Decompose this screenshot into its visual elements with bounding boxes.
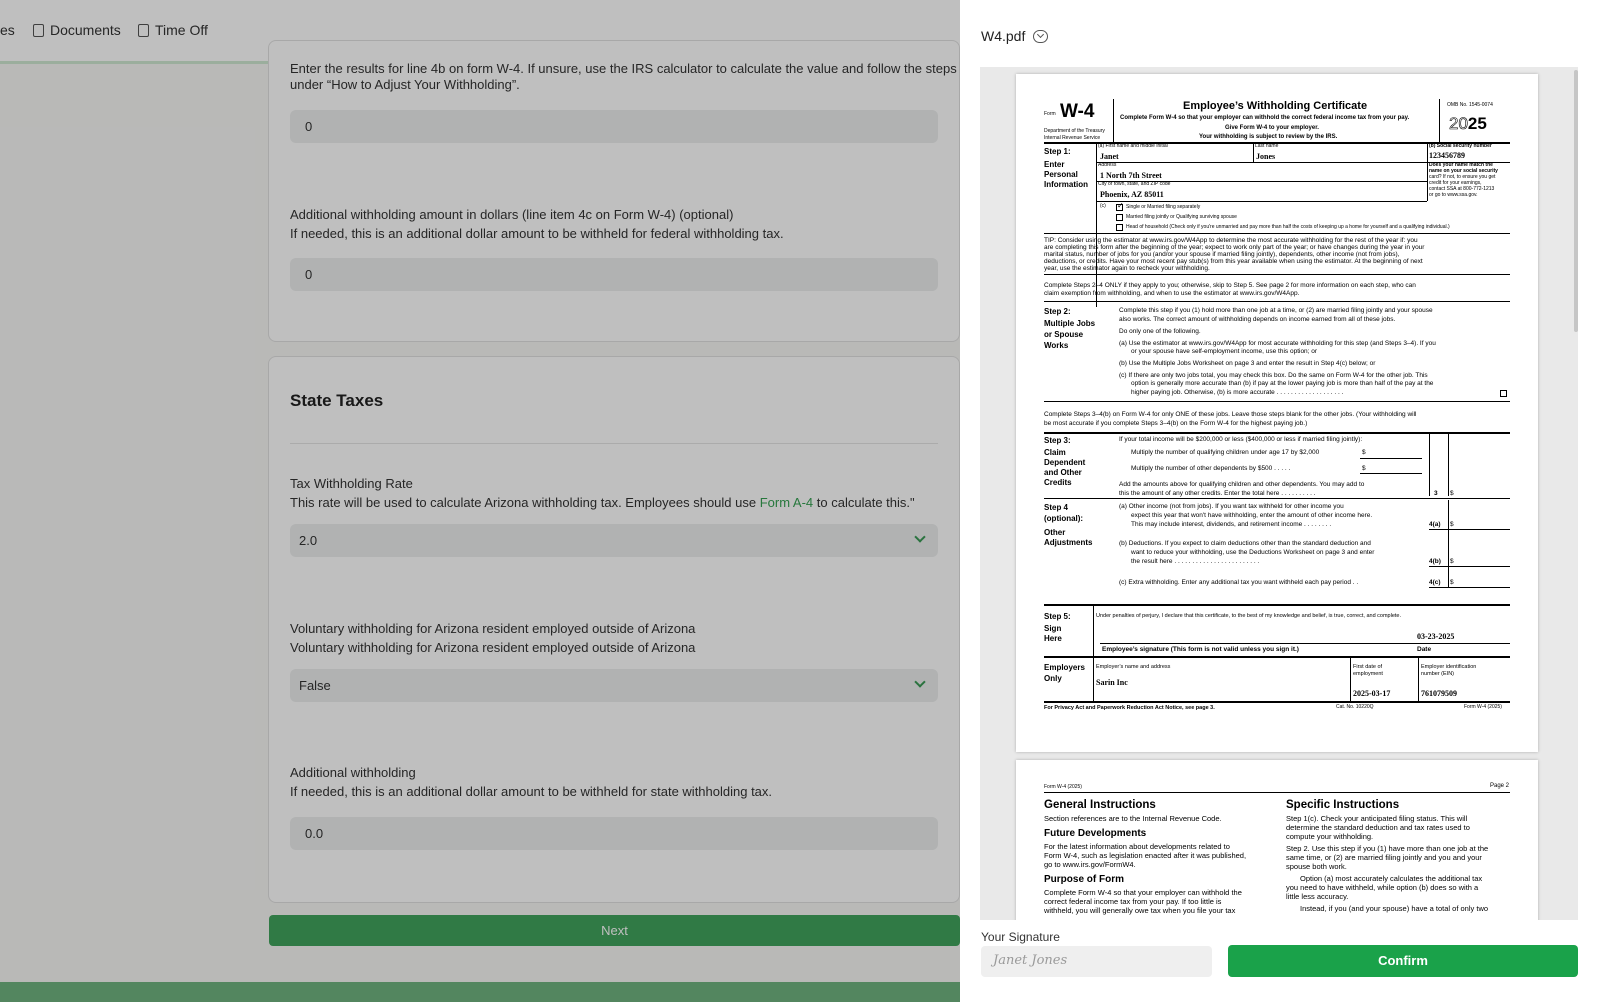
form-a4-link[interactable]: Form A-4	[759, 495, 814, 510]
additional-state-label: Additional withholding	[290, 765, 416, 780]
drawer-header	[981, 28, 1048, 44]
address-value: 1 North 7th Street	[1100, 171, 1162, 180]
pdf-page-1: Form W-4 Department of the Treasury Internal Revenue Service Employee’s Withholding Certificate Complete Form W-4 so that your employer can withhold the correct federal income tax from your pay. Give Form W-4 to your employer. Your withholding is subject to review by the IRS. OMB No. 1545-0074 2025 Step 1: Enter Personal Information (a) First name and middle initial Last name (b) Social security number Janet Jones 123456789 Address 1 North 7th Street City or town, state, and ZIP code Phoenix, AZ 85011 Does your name match the name on your social security card? If not, to ensure you get credit for your earnings, contact SSA at 800-772-1213 or go to www.ssa.gov. (c) ✓ Single or Married filing separately Married filing jointly or Qualifying surviving spouse Head of household (Check only if you're unmarried and pay more than half the costs of keeping up a home for yourself and a qualifying individual.) TIP: Consider using the estimator at www.irs.gov/W4App to determine the most accurate withholding for the rest of the year if: you are completing this form after the beginning of the year; expect to work only part of the year; or have changes during the year in your marital status, number of jobs for you (and/or your spouse if married filing jointly), dependents, other income (not from jobs), deductions, or credits. Have your most recent pay stub(s) from this year available when using the estimator. At the beginning of next year, use the estimator again to recheck your withholding. Complete Steps 2–4 ONLY if they apply to you; otherwise, skip to Step 5. See page 2 for more information on each step, who can claim exemption from withholding, and when to use the estimator at www.irs.gov/W4App. Step 2: Multiple Jobs or Spouse Works Complete this step if you (1) hold more than one job at a time, or (2) are married filing jointly and your spouse also works. The correct amount of withholding depends on income earned from all of these jobs. Do only one of the following. (a) Use the estimator at www.irs.gov/W4App for most accurate withholding for this step (and Steps 3–4). If you or your spouse have self-employment income, use this option; or (b) Use the Multiple Jobs Worksheet on page 3 and enter the result in Step 4(c) below; or (c) If there are only two jobs total, you may check this box. Do the same on Form W-4 for the other job. This option is generally more accurate than (b) if pay at the lower paying job is more than half of the pay at the higher paying job. Otherwise, (b) is more accurate . . . . . . . . . . . . . . . . . . . Complete Steps 3–4(b) on Form W-4 for only ONE of these jobs. Leave those steps blank for the other jobs. (Your withholding will be most accurate if you complete Steps 3–4(b) on the Form W-4 for the highest paying job.) Step 3: Claim Dependent and Other Credits If your total income will be $200,000 or less ($400,000 or less if married filing jointly): Multiply the number of qualifying children under age 17 by $2,000 $ Multiply the number of other dependents by $500 . . . . . $ Add the amounts above for qualifying children and other dependents. You may add to this the amount of any other credits. Enter the total here . . . . . . . . . . 3 $ Step 4 (optional): Other Adjustments (a) Other income (not from jobs). If you want tax withheld for other income you expect this year that won't have withholding, enter the amount of other income here. This may include interest, dividends, and retirement income . . . . . . . . 4(a) $ (b) Deductions. If you expect to claim deductions other than the standard deduction and want to reduce your withholding, use the Deductions Worksheet on page 3 and enter the result here . . . . . . . . . . . . . . . . . . . . . . . . 4(b) $ (c) Extra withholding. Enter any additional tax you want withheld each pay period . . 4(c) $ Step 5: Sign Here Under penalties of perjury, I declare that this certificate, to the best of my knowledge and belief, is true, correct, and complete. 03-23-2025 Employee’s signature (This form is not valid unless you sign it.) Date Employers Only Employer’s name and address Sarin Inc First date of employment 2025-03-17 Employer identification number (EIN) 761079509 For Privacy Act and Paperwork Reduction Act Notice, see page 3. Cat. No. 10220Q Form W-4 (2025)	[1016, 74, 1538, 752]
form-year: 2025	[1449, 114, 1487, 133]
next-button[interactable]: Next	[269, 915, 960, 946]
filing-single-checkbox	[1116, 204, 1123, 211]
additional-state-input[interactable]: 0.0	[290, 817, 938, 850]
rate-label: Tax Withholding Rate	[290, 476, 413, 491]
filing-hoh-checkbox	[1116, 224, 1123, 231]
voluntary-help: Voluntary withholding for Arizona resident employed outside of Arizona	[290, 640, 696, 655]
first-date-value: 2025-03-17	[1353, 689, 1391, 698]
filing-joint-checkbox	[1116, 214, 1123, 221]
pdf-scrollbar[interactable]	[1574, 70, 1578, 332]
additional-federal-help: If needed, this is an additional dollar amount to be withheld for federal withholding tax.	[290, 226, 784, 241]
nav-item-time-off[interactable]: Time Off	[138, 22, 208, 38]
additional-state-help: If needed, this is an additional dollar amount to be withheld for state withholding tax.	[290, 784, 773, 799]
line4b-help-1: Enter the results for line 4b on form W-4. If unsure, use the IRS calculator to calculate the value and follow the steps	[290, 61, 957, 76]
form-name: W-4	[1060, 101, 1095, 122]
nav-item-documents[interactable]: Documents	[33, 22, 121, 38]
pdf-viewer[interactable]	[980, 67, 1578, 920]
last-name-value: Jones	[1256, 152, 1276, 161]
signature-label: Your Signature	[981, 930, 1060, 944]
ssn-value: 123456789	[1429, 151, 1465, 160]
voluntary-label: Voluntary withholding for Arizona resident employed outside of Arizona	[290, 621, 696, 636]
employer-name-value: Sarin Inc	[1096, 678, 1128, 687]
line4b-input[interactable]: 0	[290, 110, 938, 143]
additional-federal-label: Additional withholding amount in dollars (line item 4c on Form W-4) (optional)	[290, 207, 734, 222]
rate-select[interactable]: 2.0	[290, 524, 938, 557]
city-value: Phoenix, AZ 85011	[1100, 190, 1164, 199]
form-title: Employee’s Withholding Certificate	[1183, 100, 1368, 112]
nav-item-partial[interactable]: es	[0, 22, 15, 38]
ein-value: 761079509	[1421, 689, 1457, 698]
pdf-page-2: Form W-4 (2025) Page 2 General Instructions Section references are to the Internal Revenue Code. Future Developments For the latest information about developments related to Form W-4, such as legislation enacted after it was published, go to www.irs.gov/FormW4. Purpose of Form Complete Form W-4 so that your employer can withhold the correct federal income tax from your pay. If too little is withheld, you will generally owe tax when you file your tax Specific Instructions Step 1(c). Check your anticipated filing status. This will determine the standard deduction and tax rates used to compute your withholding. Step 2. Use this step if you (1) have more than one job at the same time, or (2) are married filing jointly and you and your spouse both work. Option (a) most accurately calculates the additional tax you need to have withheld, while option (b) does so with a little less accuracy. Instead, if you (and your spouse) have a total of only two	[1016, 760, 1538, 920]
voluntary-select[interactable]: False	[290, 669, 938, 702]
additional-federal-input[interactable]: 0	[290, 258, 938, 291]
signature-input[interactable]: Janet Jones	[981, 946, 1212, 977]
confirm-button[interactable]: Confirm	[1228, 945, 1578, 977]
sign-date-value: 03-23-2025	[1417, 632, 1455, 641]
first-name-value: Janet	[1100, 152, 1119, 161]
line4b-help-2: under “How to Adjust Your Withholding”.	[290, 77, 520, 92]
file-name: W4.pdf	[981, 28, 1026, 44]
download-icon[interactable]	[1033, 30, 1048, 43]
rate-help: This rate will be used to calculate Arizona withholding tax. Employees should use Form A-4 to calculate this."	[290, 495, 915, 510]
document-sign-drawer	[960, 0, 1600, 1002]
state-taxes-title: State Taxes	[290, 391, 384, 410]
two-jobs-checkbox	[1500, 390, 1507, 397]
